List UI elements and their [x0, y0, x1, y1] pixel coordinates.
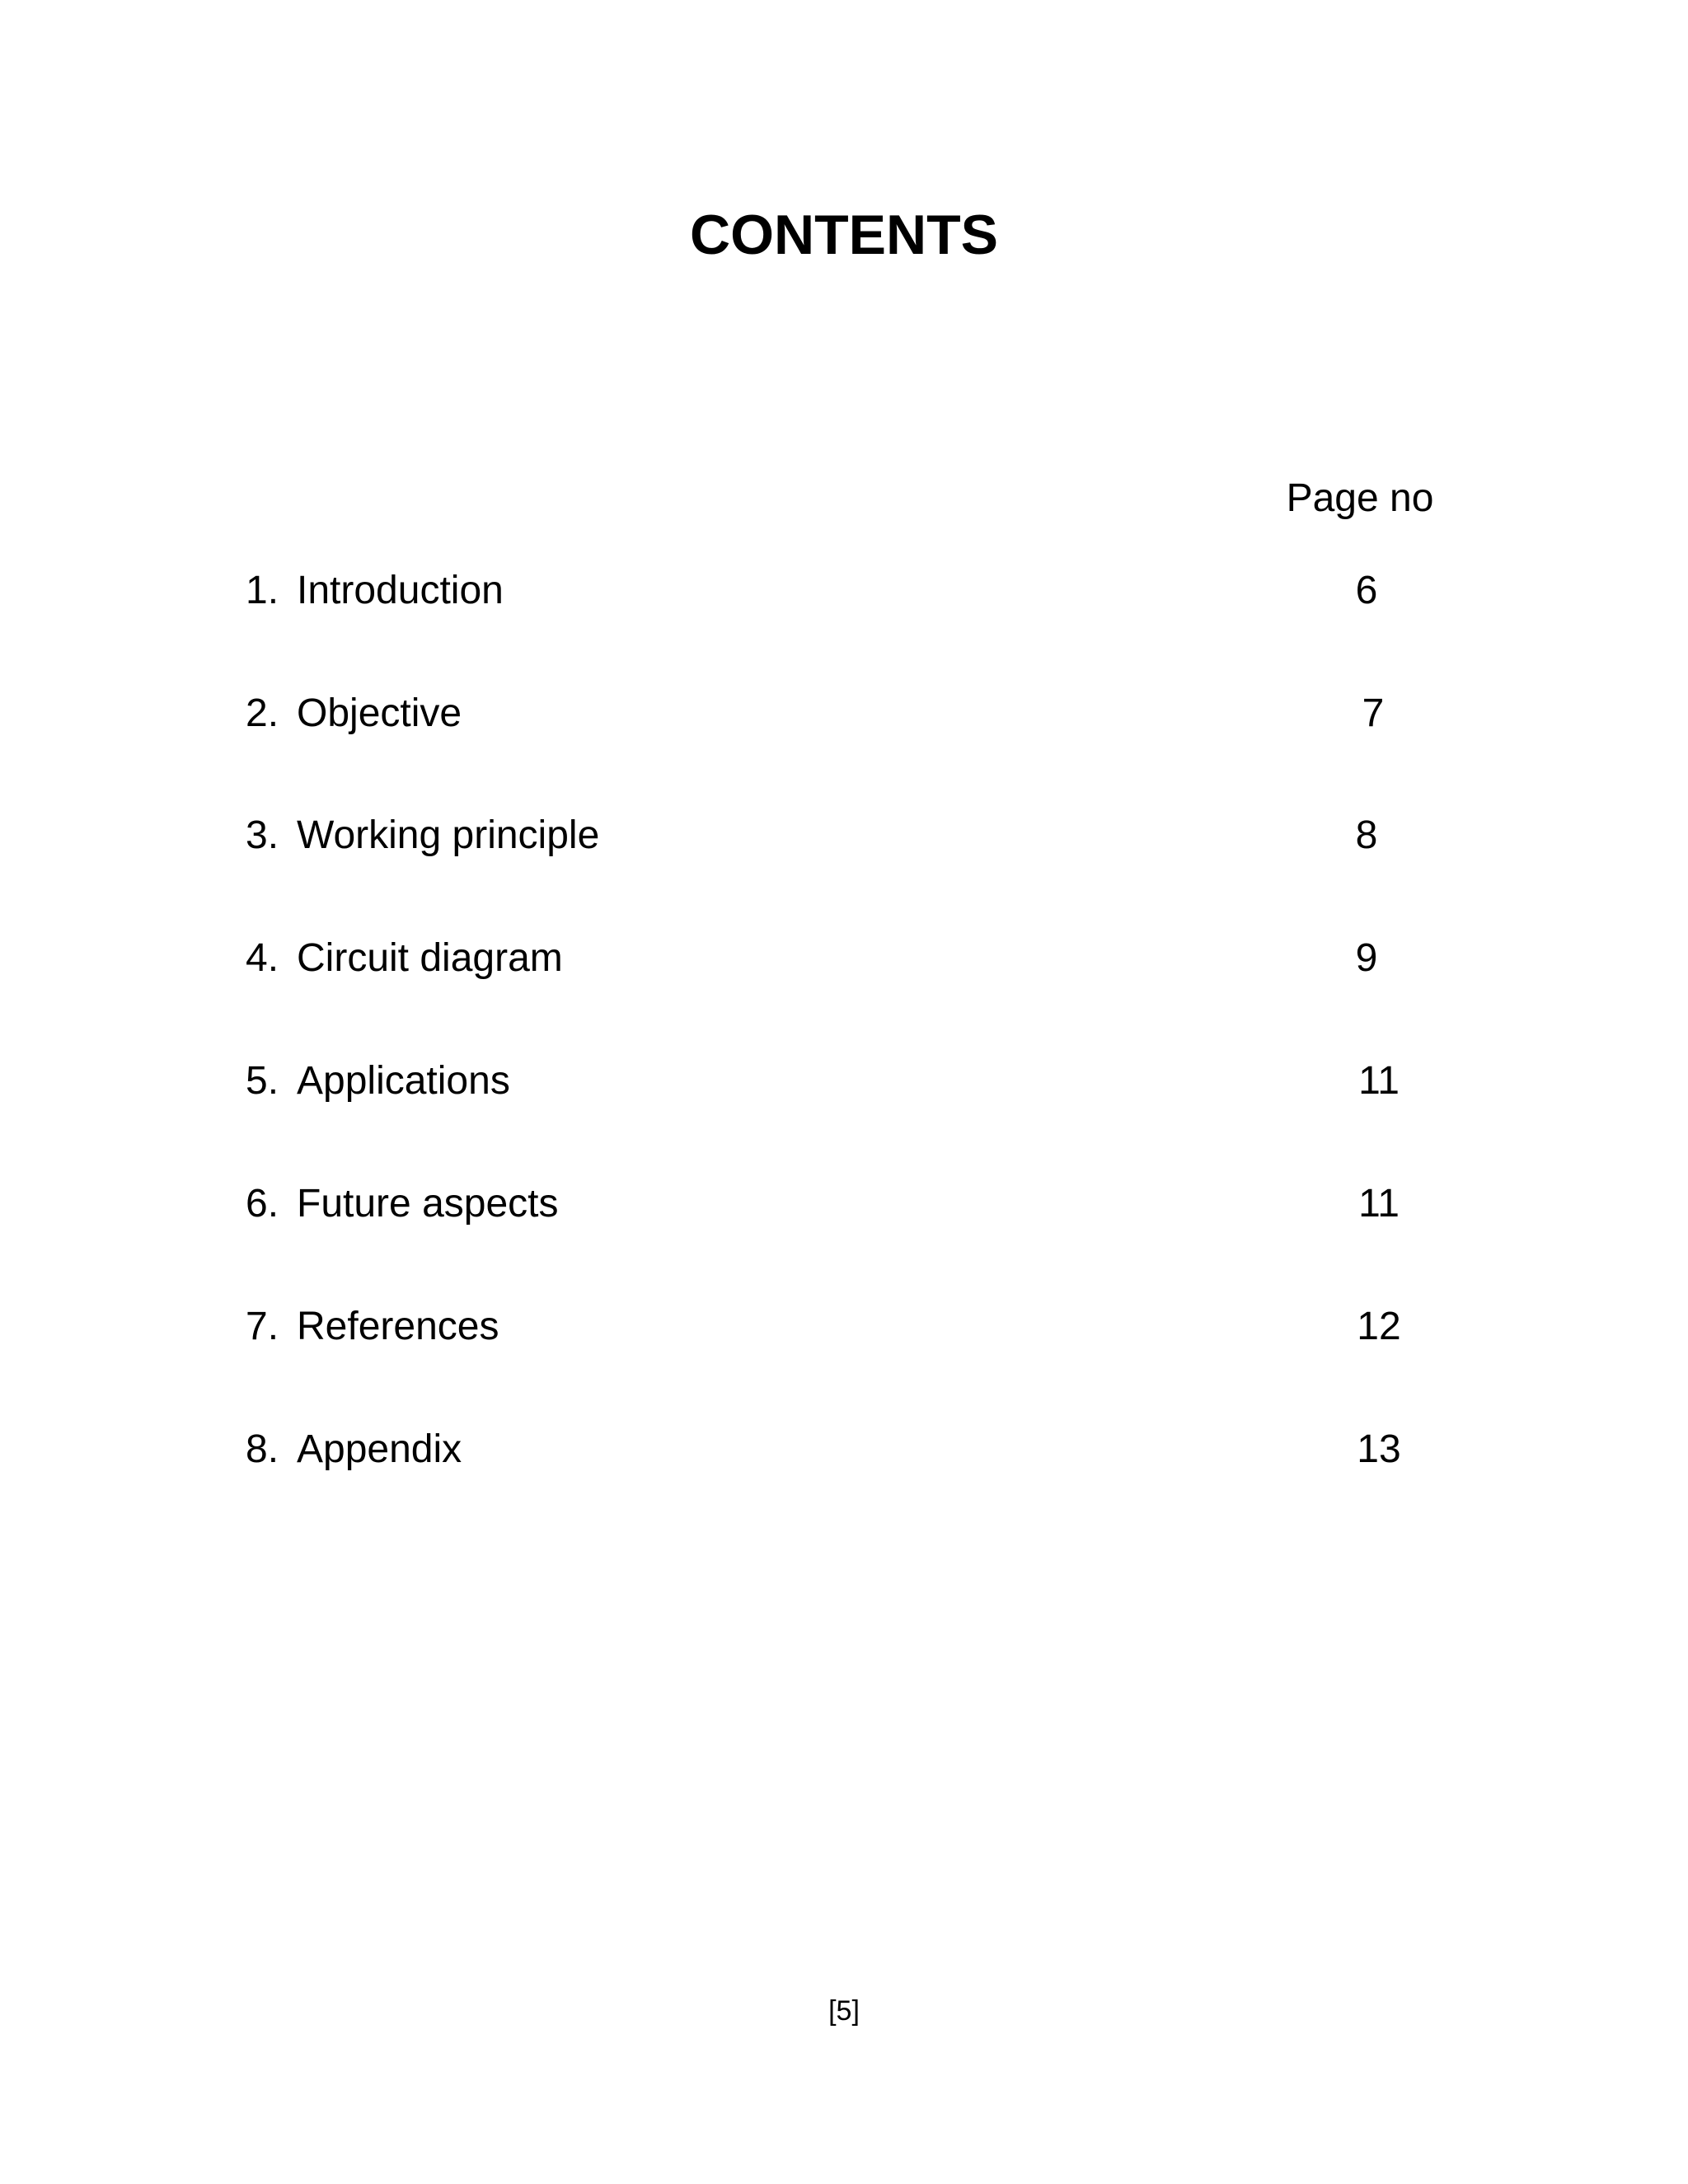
toc-entry-label: Objective — [297, 691, 462, 735]
toc-entry-page: 12 — [1357, 1305, 1401, 1348]
toc-entry-label: Future aspects — [297, 1182, 559, 1226]
toc-entry-label: Introduction — [297, 569, 504, 612]
toc-entry-references — [246, 1301, 1482, 1353]
toc-entry-number: 8. — [246, 1427, 279, 1471]
toc-entry-page: 11 — [1358, 1059, 1400, 1103]
toc-entry-label: Circuit diagram — [297, 936, 563, 980]
toc-entry-page: 8 — [1355, 813, 1378, 857]
toc-entry-applications — [246, 1055, 1482, 1108]
toc-entry-circuit-diagram — [246, 932, 1482, 985]
toc-entry-page: 11 — [1358, 1182, 1400, 1226]
toc-entry-appendix — [246, 1423, 1482, 1476]
toc-entry-number: 5. — [246, 1059, 279, 1103]
page-title: CONTENTS — [690, 204, 998, 266]
toc-entry-label: References — [297, 1305, 499, 1348]
toc-entry-number: 7. — [246, 1305, 279, 1348]
toc-entry-number: 1. — [246, 569, 279, 612]
toc-entry-number: 2. — [246, 691, 279, 735]
toc-entry-page: 7 — [1362, 691, 1385, 735]
toc-entry-working-principle — [246, 809, 1482, 862]
toc-entry-page: 6 — [1355, 569, 1378, 612]
toc-entry-number: 6. — [246, 1182, 279, 1226]
footer-page-number: [5] — [828, 1995, 860, 2027]
toc-entry-introduction — [246, 565, 1482, 617]
toc-entry-objective — [246, 687, 1482, 740]
toc-entry-label: Working principle — [297, 813, 600, 857]
toc-entry-label: Applications — [297, 1059, 510, 1103]
page-number-column-header: Page no — [1286, 476, 1434, 520]
toc-entry-page: 9 — [1355, 936, 1378, 980]
toc-entry-label: Appendix — [297, 1427, 462, 1471]
toc-entry-page: 13 — [1357, 1427, 1401, 1471]
toc-entry-number: 4. — [246, 936, 279, 980]
toc-entry-number: 3. — [246, 813, 279, 857]
toc-entry-future-aspects — [246, 1178, 1482, 1230]
